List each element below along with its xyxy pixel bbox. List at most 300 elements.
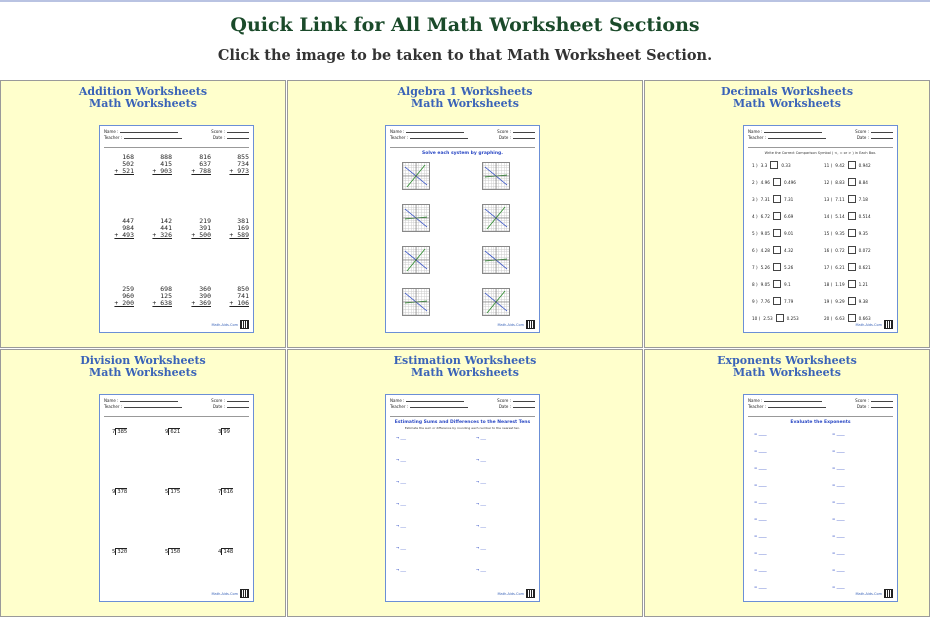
problem-number: 14 ) [824, 213, 833, 219]
answer-box[interactable] [773, 195, 781, 203]
section-link-algebra[interactable] [287, 80, 643, 348]
addend: 637 [199, 160, 211, 168]
worksheet-instruction: Write the Correct Comparison Symbol ( <, = or > ) in Each Box. [764, 151, 877, 155]
comparison-row [824, 161, 871, 169]
addend: + 903 [152, 167, 172, 175]
section-link-estimation[interactable] [287, 349, 643, 617]
worksheet-instruction: Estimate the sum or difference by rounding each number to the nearest ten. [404, 426, 521, 430]
name-label: Name : [748, 398, 822, 404]
problem-number: 16 ) [824, 247, 833, 253]
comparison-row [824, 212, 871, 220]
addend: 169 [237, 224, 249, 232]
graph-lines [483, 205, 509, 231]
date-line [513, 407, 535, 408]
left-value: 4.96 [760, 179, 770, 185]
addend: 855 [237, 153, 249, 161]
exponent-problem [832, 499, 845, 504]
addend: 447 [122, 217, 134, 225]
exponent-problem [754, 465, 767, 470]
estimation-problem [476, 545, 486, 550]
answer-line: = ____ [754, 448, 767, 453]
problem-number: 11 ) [824, 162, 833, 168]
dividend: 385 [117, 429, 128, 435]
section-title-line2: Math Worksheets [89, 366, 197, 379]
dividend: 175 [170, 489, 181, 495]
date-line [513, 138, 535, 139]
section-title-line2: Math Worksheets [733, 97, 841, 110]
left-value: 9.29 [835, 298, 845, 304]
answer-line: = ____ [754, 499, 767, 504]
left-value: 9.35 [835, 230, 845, 236]
addend: 984 [122, 224, 134, 232]
right-value: 0.514 [858, 213, 871, 219]
section-title-line1: Estimation Worksheets [393, 354, 537, 367]
score-line [871, 132, 893, 133]
problem-number: 20 ) [824, 315, 833, 321]
estimation-problem [476, 479, 486, 484]
answer-box[interactable] [776, 314, 784, 322]
answer-line: = ____ [832, 499, 845, 504]
answer-box[interactable] [773, 280, 781, 288]
left-value: 7.31 [760, 196, 770, 202]
algebra-worksheet-thumbnail[interactable] [385, 125, 540, 333]
arrow-icon: → ___ [476, 545, 487, 550]
header-divider [104, 416, 249, 417]
arrow-icon: → ___ [396, 457, 407, 462]
decimals-worksheet-thumbnail[interactable] [743, 125, 898, 333]
sheet-header [104, 398, 249, 416]
name-line [406, 132, 464, 133]
divisor: 9 [165, 429, 169, 435]
left-value: 6.21 [835, 264, 845, 270]
answer-box[interactable] [773, 263, 781, 271]
arrow-icon: → ___ [476, 457, 487, 462]
section-title-line2: Math Worksheets [411, 97, 519, 110]
section-title-line1: Decimals Worksheets [720, 85, 854, 98]
divisor: 5 [165, 549, 169, 555]
left-value: 5.14 [835, 213, 845, 219]
comparison-row [752, 246, 793, 254]
answer-box[interactable] [770, 161, 778, 169]
arrow-icon: → ___ [396, 523, 407, 528]
score-label: Score : [855, 398, 893, 404]
right-value: 9.35 [858, 230, 868, 236]
exponent-problem [754, 448, 767, 453]
coordinate-graph [482, 162, 510, 190]
section-title-line1: Exponents Worksheets [717, 354, 857, 367]
section-title-line2: Math Worksheets [89, 97, 197, 110]
estimation-problem [396, 457, 406, 462]
addend: 390 [199, 292, 211, 300]
teacher-label: Teacher : [748, 404, 826, 410]
addition-problem [189, 154, 211, 175]
exponent-problem [754, 533, 767, 538]
score-label: Score : [211, 129, 249, 135]
teacher-label: Teacher : [748, 135, 826, 141]
name-line [120, 401, 178, 402]
answer-box[interactable] [848, 161, 856, 169]
name-label: Name : [104, 129, 178, 135]
teacher-label: Teacher : [390, 404, 468, 410]
sheet-header [390, 398, 535, 416]
qr-code-icon [526, 320, 535, 329]
teacher-label: Teacher : [390, 135, 468, 141]
answer-line: = ____ [754, 584, 767, 589]
header-divider [390, 147, 535, 148]
addition-problem [112, 218, 134, 239]
answer-box[interactable] [848, 280, 856, 288]
section-title [288, 355, 642, 379]
addend: + 638 [152, 299, 172, 307]
graph-lines [403, 205, 429, 231]
date-label: Date : [213, 404, 249, 410]
date-line [227, 407, 249, 408]
problem-number: 12 ) [824, 179, 833, 185]
addend: 888 [160, 153, 172, 161]
score-line [871, 401, 893, 402]
score-label: Score : [497, 129, 535, 135]
dividend: 320 [117, 549, 128, 555]
section-title [645, 86, 929, 110]
right-value: 9.01 [783, 230, 794, 236]
addend: 850 [237, 285, 249, 293]
addend: 125 [160, 292, 172, 300]
addend: 219 [199, 217, 211, 225]
coordinate-graph [402, 162, 430, 190]
worksheet-heading: Solve each system by graphing. [421, 151, 503, 156]
name-label: Name : [390, 398, 464, 404]
answer-line: = ____ [832, 516, 845, 521]
division-problem [218, 489, 233, 495]
dividend: 148 [223, 549, 234, 555]
section-link-division[interactable] [0, 349, 286, 617]
estimation-problem [476, 523, 486, 528]
left-value: 3.3 [760, 162, 768, 168]
coordinate-graph [482, 246, 510, 274]
arrow-icon: → ___ [396, 435, 407, 440]
addition-problem [112, 286, 134, 307]
problem-number: 10 ) [752, 315, 761, 321]
comparison-row [824, 178, 868, 186]
addend: 259 [122, 285, 134, 293]
section-title [288, 86, 642, 110]
sheet-header-row [390, 404, 535, 410]
addend: + 369 [191, 299, 211, 307]
addition-problem [227, 286, 249, 307]
divisor: 4 [218, 549, 222, 555]
worksheet-heading: Evaluate the Exponents [790, 420, 851, 425]
section-link-decimals[interactable] [644, 80, 930, 348]
estimation-problem [396, 435, 406, 440]
graph-lines [403, 163, 429, 189]
division-problem [165, 489, 180, 495]
addend: 415 [160, 160, 172, 168]
teacher-line [410, 138, 468, 139]
exponent-problem [754, 431, 767, 436]
section-link-addition[interactable] [0, 80, 286, 348]
division-problem [218, 429, 230, 435]
comparison-row [752, 212, 793, 220]
sheet-footer [498, 589, 535, 598]
score-line [227, 132, 249, 133]
addend: 734 [237, 160, 249, 168]
footer-text: Math-Aids.Com [497, 322, 524, 327]
graph-lines [483, 247, 509, 273]
answer-box[interactable] [773, 212, 781, 220]
addend: 960 [122, 292, 134, 300]
sheet-footer [856, 589, 893, 598]
date-label: Date : [499, 404, 535, 410]
coordinate-graph [402, 246, 430, 274]
estimation-problem [396, 479, 406, 484]
exponents-worksheet-thumbnail[interactable] [743, 394, 898, 602]
header-divider [748, 147, 893, 148]
exponent-problem [754, 584, 767, 589]
answer-box[interactable] [848, 246, 856, 254]
teacher-line [124, 407, 182, 408]
sheet-footer [212, 320, 249, 329]
division-problem [112, 489, 127, 495]
left-value: 4.28 [760, 247, 770, 253]
worksheet-heading: Estimating Sums and Differences to the Nearest Tens [394, 420, 531, 425]
section-title [1, 355, 285, 379]
exponent-problem [832, 431, 845, 436]
answer-box[interactable] [848, 263, 856, 271]
answer-line: = ____ [832, 584, 845, 589]
estimation-worksheet-thumbnail[interactable] [385, 394, 540, 602]
addend: + 106 [229, 299, 249, 307]
score-line [513, 401, 535, 402]
division-problem [165, 429, 180, 435]
problem-number: 3 ) [752, 196, 758, 202]
comparison-row [752, 195, 793, 203]
left-value: 6.63 [835, 315, 845, 321]
score-line [513, 132, 535, 133]
date-label: Date : [857, 135, 893, 141]
division-problem [112, 429, 127, 435]
addend: + 200 [114, 299, 134, 307]
score-label: Score : [497, 398, 535, 404]
divisor: 5 [112, 549, 116, 555]
left-value: 5.26 [760, 264, 770, 270]
section-title-line2: Math Worksheets [411, 366, 519, 379]
answer-line: = ____ [832, 448, 845, 453]
header-divider [104, 147, 249, 148]
problem-number: 18 ) [824, 281, 833, 287]
estimation-problem [396, 523, 406, 528]
divisor: 7 [112, 429, 116, 435]
page-header [0, 12, 930, 66]
problem-number: 19 ) [824, 298, 833, 304]
right-value: 7.31 [783, 196, 794, 202]
qr-code-icon [240, 589, 249, 598]
teacher-label: Teacher : [104, 404, 182, 410]
answer-box[interactable] [848, 212, 856, 220]
dividend: 99 [223, 429, 230, 435]
coordinate-graph [482, 204, 510, 232]
right-value: 4.32 [783, 247, 794, 253]
addition-problem [150, 286, 172, 307]
comparison-row [752, 161, 791, 169]
left-value: 9.42 [835, 162, 845, 168]
name-line [120, 132, 178, 133]
division-worksheet-thumbnail[interactable] [99, 394, 254, 602]
graph-lines [483, 163, 509, 189]
addend: 741 [237, 292, 249, 300]
left-value: 2.53 [763, 315, 773, 321]
addition-problem [227, 154, 249, 175]
divisor: 5 [165, 489, 169, 495]
addition-problem [227, 218, 249, 239]
sheet-header-row [748, 404, 893, 410]
name-label: Name : [390, 129, 464, 135]
exponent-problem [754, 482, 767, 487]
addend: + 973 [229, 167, 249, 175]
exponent-problem [832, 516, 845, 521]
left-value: 8.83 [835, 179, 845, 185]
right-value: 9.38 [858, 298, 868, 304]
addend: 381 [237, 217, 249, 225]
problem-number: 8 ) [752, 281, 758, 287]
score-label: Score : [855, 129, 893, 135]
answer-box[interactable] [773, 246, 781, 254]
addend: + 326 [152, 231, 172, 239]
coordinate-graph [482, 288, 510, 316]
right-value: 9.1 [783, 281, 791, 287]
answer-box[interactable] [848, 178, 856, 186]
section-title-line2: Math Worksheets [733, 366, 841, 379]
answer-line: = ____ [754, 567, 767, 572]
section-title-line1: Algebra 1 Worksheets [397, 85, 533, 98]
name-label: Name : [748, 129, 822, 135]
left-value: 9.05 [760, 281, 770, 287]
left-value: 6.72 [760, 213, 770, 219]
comparison-row [824, 229, 868, 237]
right-value: 0.496 [783, 179, 796, 185]
exponent-problem [832, 465, 845, 470]
answer-box[interactable] [773, 229, 781, 237]
sheet-header [104, 129, 249, 147]
answer-box[interactable] [848, 195, 856, 203]
addend: 391 [199, 224, 211, 232]
date-line [871, 407, 893, 408]
right-value: 6.69 [783, 213, 794, 219]
teacher-line [768, 407, 826, 408]
addition-worksheet-thumbnail[interactable] [99, 125, 254, 333]
name-line [764, 132, 822, 133]
comparison-row [824, 246, 871, 254]
right-value: 0.253 [786, 315, 799, 321]
arrow-icon: → ___ [396, 545, 407, 550]
addition-problem [150, 154, 172, 175]
estimation-problem [476, 435, 486, 440]
date-label: Date : [499, 135, 535, 141]
addend: + 589 [229, 231, 249, 239]
left-value: 1.19 [835, 281, 845, 287]
exponent-problem [832, 533, 845, 538]
answer-box[interactable] [773, 178, 781, 186]
left-value: 0.72 [835, 247, 845, 253]
estimation-problem [396, 567, 406, 572]
answer-box[interactable] [773, 297, 781, 305]
date-label: Date : [857, 404, 893, 410]
addition-problem [189, 286, 211, 307]
addition-problem [150, 218, 172, 239]
right-value: 7.18 [858, 196, 868, 202]
problem-number: 13 ) [824, 196, 833, 202]
addend: 441 [160, 224, 172, 232]
comparison-row [824, 280, 868, 288]
addend: 142 [160, 217, 172, 225]
sheet-footer [212, 589, 249, 598]
comparison-row [824, 297, 868, 305]
answer-line: = ____ [832, 550, 845, 555]
exponent-problem [754, 516, 767, 521]
answer-line: = ____ [754, 482, 767, 487]
arrow-icon: → ___ [476, 567, 487, 572]
arrow-icon: → ___ [476, 501, 487, 506]
addend: + 521 [114, 167, 134, 175]
right-value: 0.072 [858, 247, 871, 253]
teacher-label: Teacher : [104, 135, 182, 141]
exponent-problem [832, 584, 845, 589]
sheet-header [390, 129, 535, 147]
footer-text: Math-Aids.Com [855, 591, 882, 596]
arrow-icon: → ___ [396, 567, 407, 572]
sheet-header-row [104, 404, 249, 410]
right-value: 0.621 [858, 264, 871, 270]
right-value: 0.33 [781, 162, 791, 168]
exponent-problem [832, 567, 845, 572]
addend: + 500 [191, 231, 211, 239]
right-value: 0.942 [858, 162, 871, 168]
sheet-header [748, 398, 893, 416]
exponent-problem [832, 448, 845, 453]
page-subtitle: Click the image to be taken to that Math Worksheet Section. [217, 47, 713, 64]
coordinate-graph [402, 204, 430, 232]
problem-number: 17 ) [824, 264, 833, 270]
comparison-row [752, 263, 793, 271]
answer-box[interactable] [848, 229, 856, 237]
section-title-line1: Addition Worksheets [78, 85, 208, 98]
answer-box[interactable] [848, 314, 856, 322]
dividend: 621 [170, 429, 181, 435]
estimation-problem [476, 501, 486, 506]
problem-number: 7 ) [752, 264, 758, 270]
section-title [645, 355, 929, 379]
answer-box[interactable] [848, 297, 856, 305]
answer-line: = ____ [754, 465, 767, 470]
answer-line: = ____ [832, 533, 845, 538]
footer-text: Math-Aids.Com [497, 591, 524, 596]
score-label: Score : [211, 398, 249, 404]
divisor: 9 [112, 489, 116, 495]
section-title [1, 86, 285, 110]
qr-code-icon [884, 589, 893, 598]
division-problem [165, 549, 180, 555]
graph-lines [403, 247, 429, 273]
answer-line: = ____ [832, 465, 845, 470]
exponent-problem [754, 567, 767, 572]
arrow-icon: → ___ [396, 501, 407, 506]
sheet-footer [498, 320, 535, 329]
answer-line: = ____ [832, 567, 845, 572]
comparison-row [752, 314, 799, 322]
problem-number: 9 ) [752, 298, 758, 304]
sheet-header-row [390, 135, 535, 141]
comparison-row [752, 280, 791, 288]
section-link-exponents[interactable] [644, 349, 930, 617]
